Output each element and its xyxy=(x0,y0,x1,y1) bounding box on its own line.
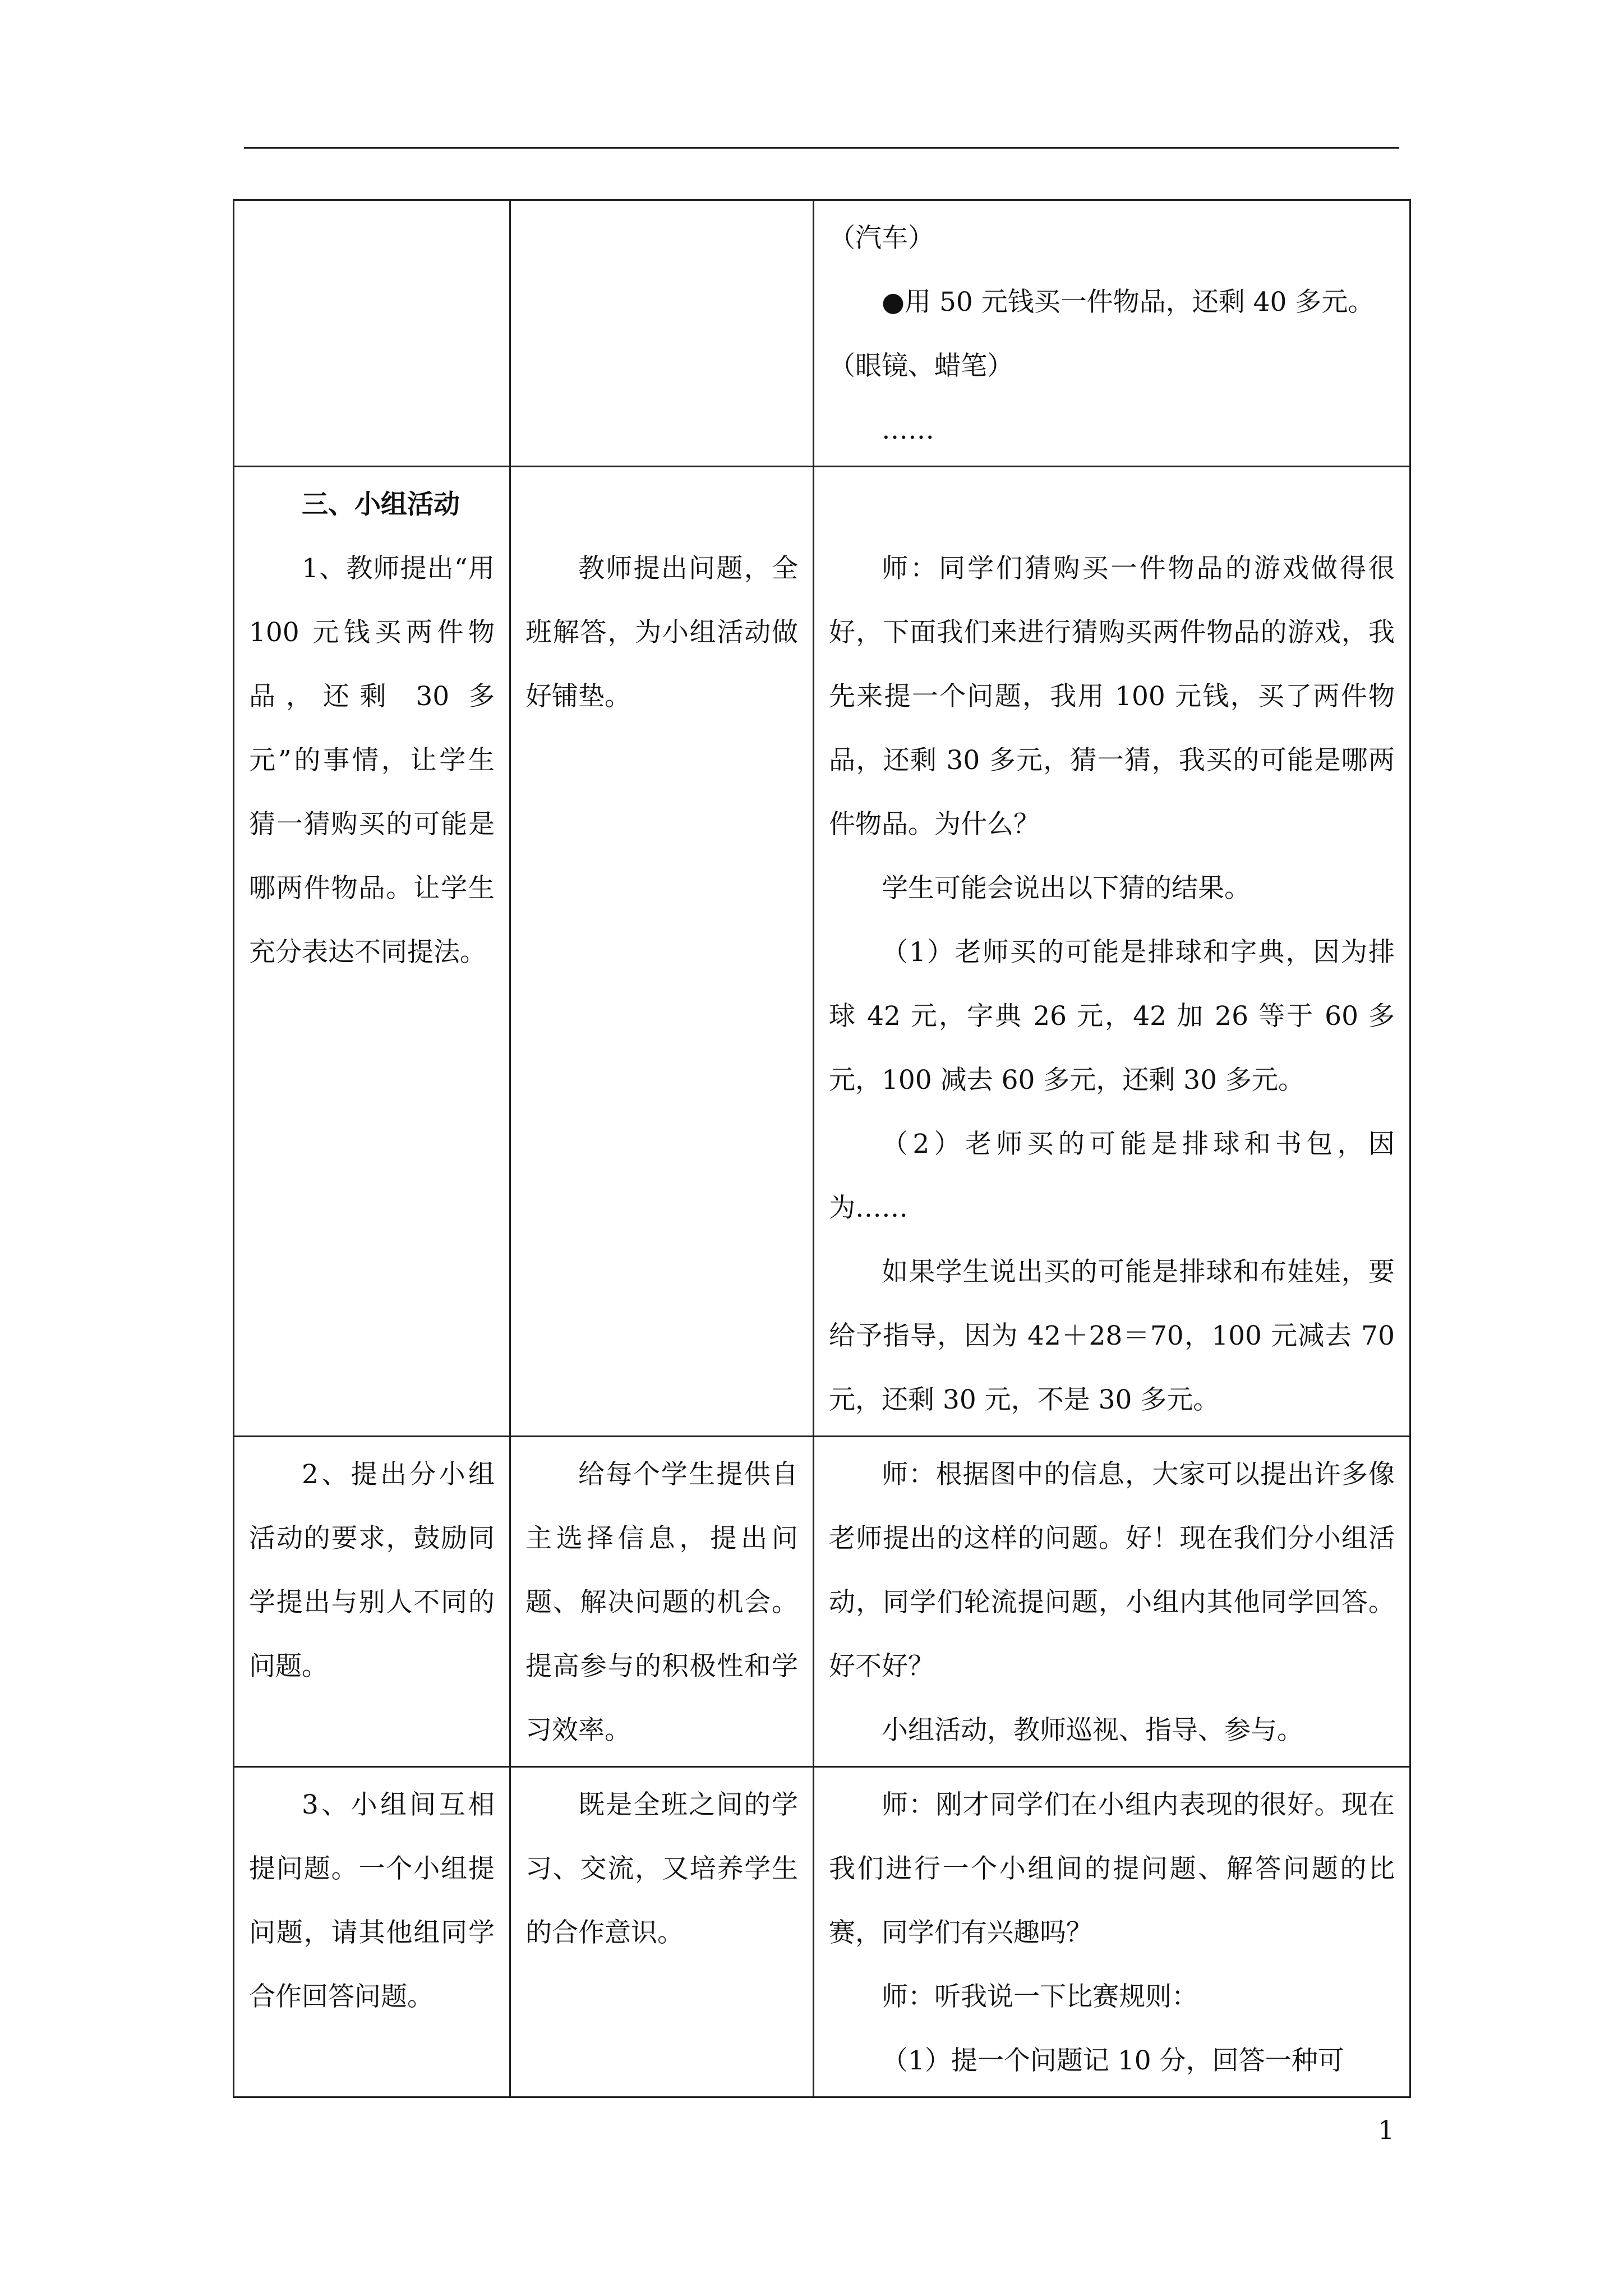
paragraph: （汽车） xyxy=(829,223,934,254)
cell-design-intent xyxy=(510,467,814,1437)
paragraph: 师：听我说一下比赛规则： xyxy=(882,1981,1198,2012)
paragraph: 师：刚才同学们在小组内表现的很好。现在我们进行一个小组间的提问题、解答问题的比赛，同学们有兴趣吗？ xyxy=(829,1789,1395,1948)
paragraph: 如果学生说出买的可能是排球和布娃娃，要给予指导，因为 42＋28＝70，100 元减去 70 元，还剩 30 元，不是 30 多元。 xyxy=(829,1257,1395,1415)
paragraph: 3、小组间互相提问题。一个小组提问题，请其他组同学合作回答问题。 xyxy=(249,1789,495,2012)
table-row xyxy=(234,1767,1410,2097)
paragraph: 1、教师提出“用 100 元钱买两件物品，还剩 30 多元”的事情，让学生猜一猜购买的可能是哪两件物品。让学生充分表达不同提法。 xyxy=(249,553,495,968)
cell-teaching-content xyxy=(234,1767,510,2097)
paragraph: （眼镜、蜡笔） xyxy=(829,351,1013,381)
cell-teaching-process xyxy=(814,467,1410,1437)
cell-design-intent xyxy=(510,200,814,467)
paragraph: 给每个学生提供自主选择信息，提出问题、解决问题的机会。提高参与的积极性和学习效率。 xyxy=(525,1459,798,1746)
cell-teaching-process xyxy=(814,1767,1410,2097)
table-row xyxy=(234,1437,1410,1767)
paragraph: ●用 50 元钱买一件物品，还剩 40 多元。 xyxy=(882,287,1375,318)
page-number: 1 xyxy=(1378,2115,1395,2145)
paragraph: （2）老师买的可能是排球和书包，因为…… xyxy=(829,1129,1395,1223)
cell-teaching-content xyxy=(234,467,510,1437)
section-heading: 三、小组活动 xyxy=(302,489,460,520)
paragraph: 小组活动，教师巡视、指导、参与。 xyxy=(882,1715,1303,1746)
paragraph: …… xyxy=(882,415,934,445)
spacer xyxy=(525,473,798,537)
cell-teaching-content xyxy=(234,1437,510,1767)
cell-design-intent xyxy=(510,1437,814,1767)
cell-teaching-process xyxy=(814,200,1410,467)
paragraph: 学生可能会说出以下猜的结果。 xyxy=(882,873,1251,904)
table-row xyxy=(234,200,1410,467)
cell-teaching-content xyxy=(234,200,510,467)
paragraph: （1）老师买的可能是排球和字典，因为排球 42 元，字典 26 元，42 加 26 等于 60 多元，100 减去 60 多元，还剩 30 多元。 xyxy=(829,937,1395,1096)
paragraph: 2、提出分小组活动的要求，鼓励同学提出与别人不同的问题。 xyxy=(249,1459,495,1682)
paragraph: 师：同学们猜购买一件物品的游戏做得很好，下面我们来进行猜购买两件物品的游戏，我先来提一个问题，我用 100 元钱，买了两件物品，还剩 30 多元，猜一猜，我买的可能是哪两件物品。为什么？ xyxy=(829,553,1395,840)
lesson-plan-table xyxy=(233,199,1411,2098)
paragraph: 师：根据图中的信息，大家可以提出许多像老师提出的这样的问题。好！现在我们分小组活动，同学们轮流提问题，小组内其他同学回答。好不好？ xyxy=(829,1459,1395,1682)
cell-teaching-process xyxy=(814,1437,1410,1767)
paragraph: 既是全班之间的学习、交流，又培养学生的合作意识。 xyxy=(525,1789,798,1948)
table-row xyxy=(234,467,1410,1437)
paragraph: 教师提出问题，全班解答，为小组活动做好铺垫。 xyxy=(525,553,798,712)
paragraph: （1）提一个问题记 10 分，回答一种可 xyxy=(882,2045,1344,2076)
spacer xyxy=(829,473,1395,537)
header-rule xyxy=(244,147,1399,149)
cell-design-intent xyxy=(510,1767,814,2097)
